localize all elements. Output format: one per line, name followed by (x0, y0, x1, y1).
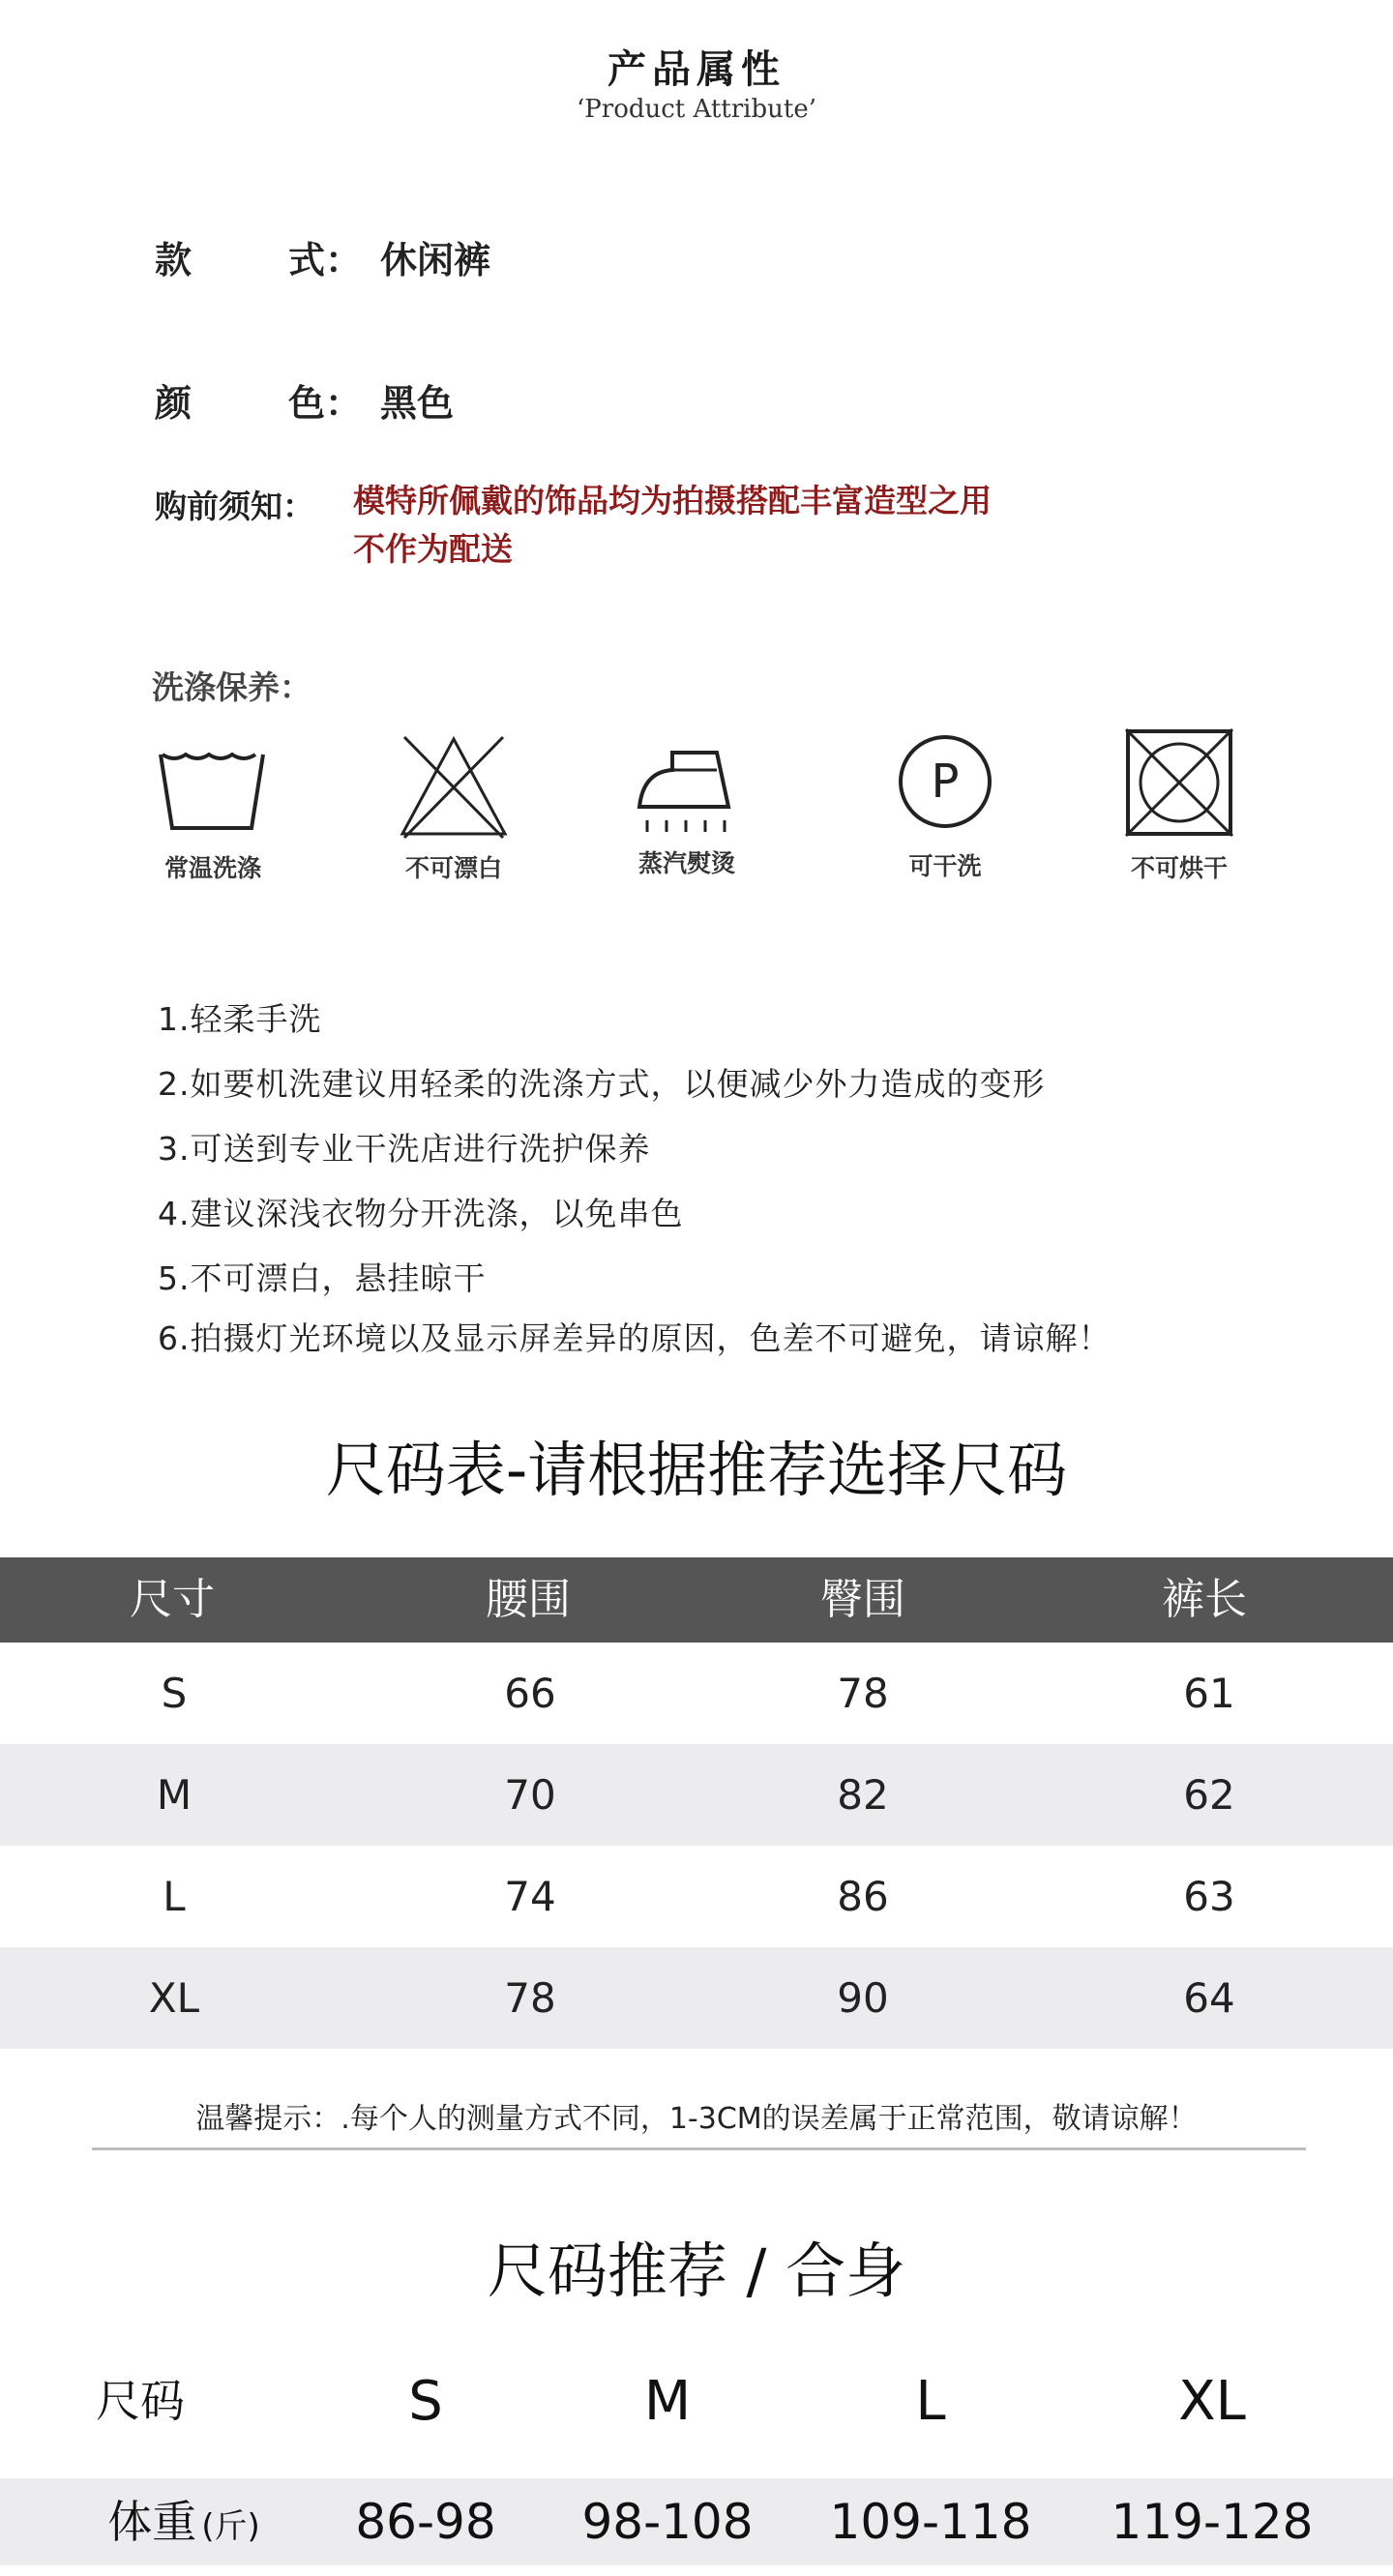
size-table-title: 尺码表-请根据推荐选择尺码 (325, 1435, 1068, 1505)
size-table-header (0, 1557, 1393, 1643)
care-label-wash: 常温洗涤 (163, 854, 261, 882)
table-row (0, 1947, 1393, 2049)
rec-weight-s: 86-98 (355, 2494, 496, 2550)
rec-size-s: S (408, 2370, 443, 2433)
rec-size-xl: XL (1178, 2370, 1246, 2433)
cell-hip: 82 (837, 1771, 889, 1819)
no-bleach-icon (397, 733, 511, 842)
dry-clean-p-icon (895, 731, 995, 832)
rec-weight-m: 98-108 (581, 2494, 754, 2550)
divider (92, 2147, 1306, 2150)
cell-size: S (161, 1670, 188, 1717)
recommendation-title: 尺码推荐 / 合身 (487, 2235, 906, 2306)
page-title: 产品属性 (608, 47, 785, 92)
cell-hip: 78 (837, 1670, 889, 1717)
care-label-steam: 蒸汽熨烫 (637, 849, 735, 877)
instruction-item: 4.建议深浅衣物分开洗涤，以免串色 (158, 1195, 684, 1232)
notice-line-1: 模特所佩戴的饰品均为拍摄搭配丰富造型之用 (353, 482, 992, 519)
cell-length: 64 (1183, 1974, 1235, 2022)
header-hip: 臀围 (820, 1575, 905, 1624)
measurement-hint: 温馨提示：.每个人的测量方式不同，1-3CM的误差属于正常范围，敬请谅解！ (195, 2102, 1198, 2136)
cell-size: XL (148, 1974, 200, 2022)
cell-length: 63 (1183, 1873, 1235, 1920)
rec-weight-row (0, 2478, 1393, 2565)
cell-hip: 86 (837, 1873, 889, 1920)
instruction-item: 2.如要机洗建议用轻柔的洗涤方式，以便减少外力造成的变形 (158, 1065, 1046, 1103)
rec-weight-l: 109-118 (829, 2494, 1032, 2550)
header-size: 尺寸 (130, 1575, 215, 1624)
cell-length: 62 (1183, 1771, 1235, 1819)
steam-iron-icon (634, 739, 740, 845)
attr-color-label-1: 颜 (155, 382, 193, 425)
header-waist: 腰围 (486, 1575, 571, 1624)
header-length: 裤长 (1162, 1575, 1247, 1624)
rec-size-m: M (643, 2370, 692, 2433)
rec-weight-label: 体重 (107, 2496, 197, 2548)
instruction-item: 1.轻柔手洗 (158, 1000, 322, 1038)
table-row (0, 1846, 1393, 1947)
rec-weight-unit: (斤) (201, 2507, 260, 2546)
cell-length: 61 (1183, 1670, 1235, 1717)
table-row (0, 1744, 1393, 1846)
table-row (0, 1643, 1393, 1744)
attr-style-label-2: 式： (288, 239, 363, 281)
cell-waist: 66 (504, 1670, 556, 1717)
cell-waist: 78 (504, 1974, 556, 2022)
notice-label: 购前须知： (155, 488, 314, 525)
care-title: 洗涤保养： (152, 668, 311, 706)
svg-text:P: P (931, 755, 960, 809)
instruction-item: 5.不可漂白，悬挂晾干 (158, 1259, 487, 1297)
attr-style-label-1: 款 (155, 239, 193, 281)
instruction-item: 3.可送到专业干洗店进行洗护保养 (158, 1130, 651, 1168)
cell-waist: 74 (504, 1873, 556, 1920)
care-label-no-dry: 不可烘干 (1130, 854, 1228, 882)
rec-size-row (0, 2360, 1393, 2443)
rec-size-label: 尺码 (96, 2375, 185, 2427)
cell-size: M (156, 1771, 193, 1819)
instruction-item: 6.拍摄灯光环境以及显示屏差异的原因，色差不可避免，请谅解！ (158, 1319, 1111, 1357)
size-table (0, 1557, 1393, 2049)
rec-weight-xl: 119-128 (1111, 2494, 1314, 2550)
attr-color-label-2: 色： (288, 382, 363, 425)
page-subtitle: ‘Product Attribute’ (577, 95, 816, 124)
notice-line-2: 不作为配送 (353, 530, 513, 568)
cell-waist: 70 (504, 1771, 556, 1819)
rec-size-l: L (915, 2370, 946, 2433)
no-tumble-dry-icon (1122, 725, 1236, 840)
rec-weight-label-group (107, 2478, 260, 2576)
wash-tub-icon (155, 747, 271, 834)
attr-style-value: 休闲裤 (380, 239, 491, 281)
care-label-no-bleach: 不可漂白 (404, 854, 502, 882)
attr-color-value: 黑色 (380, 382, 455, 425)
cell-size: L (163, 1873, 186, 1920)
cell-hip: 90 (837, 1974, 889, 2022)
care-label-dry-clean: 可干洗 (908, 852, 982, 880)
